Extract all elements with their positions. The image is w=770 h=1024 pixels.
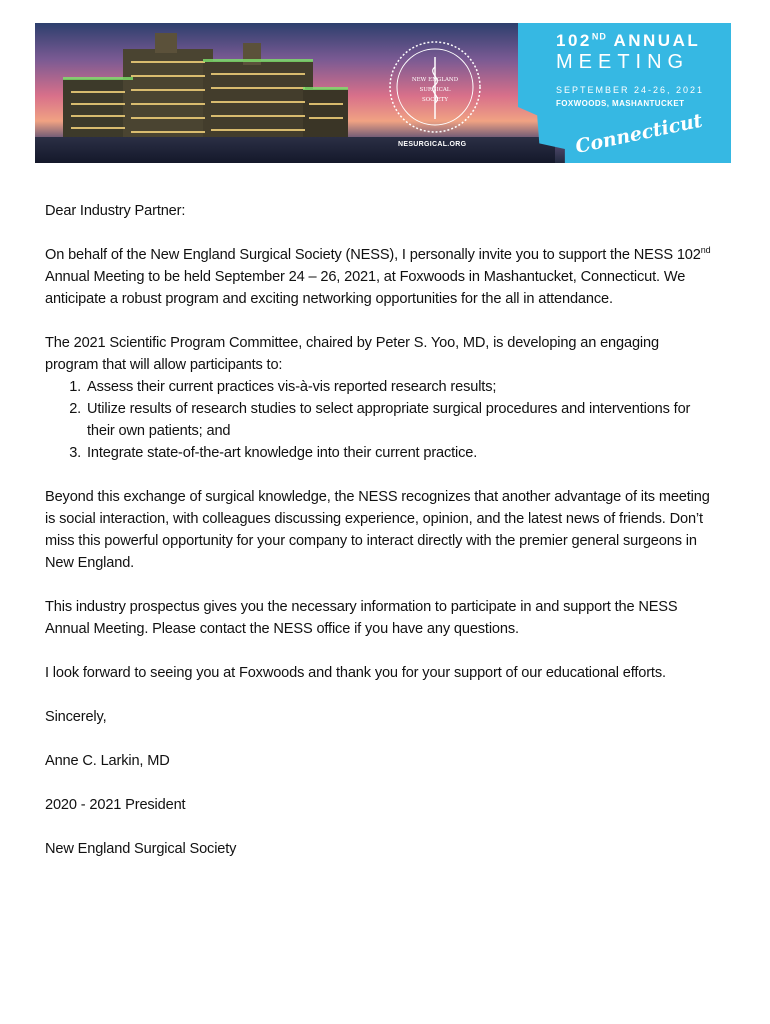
social-paragraph: Beyond this exchange of surgical knowledge, the NESS recognizes that another advantage of its meeting is social interaction, with colleagues discussing experience, opinion, and the latest news of friends. Don’t miss this powerful opportunity for your company to interact directly with the premier general surgeons in New England.: [45, 489, 710, 571]
svg-text:NEW ENGLAND: NEW ENGLAND: [411, 77, 459, 83]
letter-body: [45, 200, 715, 882]
meeting-dates: SEPTEMBER 24-26, 2021: [556, 85, 705, 95]
meeting-number-title: [556, 31, 746, 51]
salutation: Dear Industry Partner:: [45, 203, 186, 219]
meeting-title-annual: ANNUAL: [613, 31, 701, 50]
meeting-number: 102: [556, 31, 592, 50]
signer-title: 2020 - 2021 President: [45, 797, 186, 813]
list-item: 3. Integrate state-of-the-art knowledge into their current practice.: [85, 442, 715, 464]
ordinal-suffix: nd: [700, 245, 711, 256]
prospectus-paragraph: This industry prospectus gives you the necessary information to participate in and support the NESS Annual Meeting. Please contact the NESS office if you have any questions.: [45, 599, 678, 637]
society-seal-logo: [387, 39, 483, 135]
closing-paragraph: I look forward to seeing you at Foxwoods and thank you for your support of our educational efforts.: [45, 665, 666, 681]
signer-organization: New England Surgical Society: [45, 841, 237, 857]
society-website: NESURGICAL.ORG: [398, 141, 467, 148]
invitation-text-end: Annual Meeting to be held September 24 – 26, 2021, at Foxwoods in Mashantucket, Connecticut. We anticipate a robust program and exciting networking opportunities for the all in attendance.: [45, 269, 686, 307]
svg-text:SURGICAL: SURGICAL: [419, 87, 451, 93]
invitation-text-start: On behalf of the New England Surgical Society (NESS), I personally invite you to support the NESS 102: [45, 247, 701, 263]
objectives-list: [45, 376, 715, 464]
meeting-location: FOXWOODS, MASHANTUCKET: [556, 99, 685, 108]
closing-salutation: Sincerely,: [45, 709, 107, 725]
svg-text:SOCIETY: SOCIETY: [422, 97, 448, 103]
list-item: 2. Utilize results of research studies to select appropriate surgical procedures and interventions for their own patients; and: [85, 398, 715, 442]
meeting-number-suffix: ND: [591, 31, 607, 42]
invitation-paragraph: [45, 244, 715, 310]
meeting-title-meeting: MEETING: [556, 51, 690, 73]
program-intro: The 2021 Scientific Program Committee, chaired by Peter S. Yoo, MD, is developing an engaging program that will allow participants to:: [45, 335, 659, 373]
state-script-logo: Connecticut: [573, 109, 705, 158]
signer-name: Anne C. Larkin, MD: [45, 753, 170, 769]
signature-block: [45, 750, 715, 860]
list-item: 1. Assess their current practices vis-à-vis reported research results;: [85, 376, 715, 398]
